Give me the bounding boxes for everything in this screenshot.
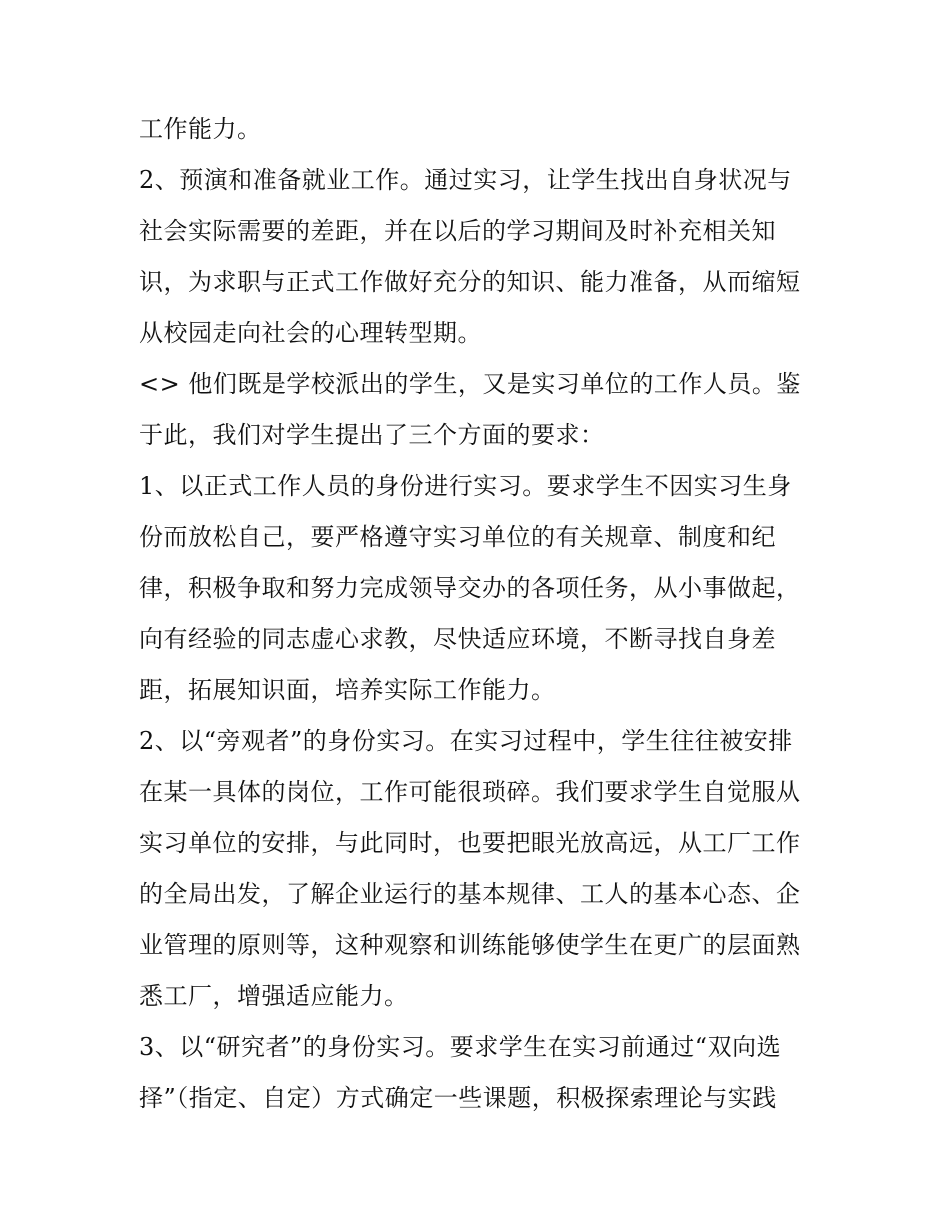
text-line: 向有经验的同志虚心求教，尽快适应环境，不断寻找自身差 [139,625,776,653]
text-line: 份而放松自己，要严格遵守实习单位的有关规章、制度和纪 [139,523,776,551]
text-line: 于此，我们对学生提出了三个方面的要求： [139,421,605,449]
text-line: 2、预演和准备就业工作。通过实习，让学生找出自身状况与 [139,166,792,194]
text-line: 工作能力。 [139,115,262,143]
text-line: 3、以“研究者”的身份实习。要求学生在实习前通过“双向选 [139,1033,782,1061]
text-line: <> 他们既是学校派出的学生，又是实习单位的工作人员。鉴 [139,370,801,398]
text-line: 识，为求职与正式工作做好充分的知识、能力准备，从而缩短 [139,268,801,296]
text-line: 择”（指定、自定）方式确定一些课题，积极探索理论与实践 [139,1084,777,1112]
text-line: 从校园走向社会的心理转型期。 [139,319,482,347]
document-body [139,104,819,1124]
text-line: 悉工厂，增强适应能力。 [139,982,409,1010]
text-line: 实习单位的安排，与此同时，也要把眼光放高远，从工厂工作 [139,829,801,857]
text-line: 距，拓展知识面，培养实际工作能力。 [139,676,556,704]
text-line: 律，积极争取和努力完成领导交办的各项任务，从小事做起， [139,574,801,602]
text-line: 业管理的原则等，这种观察和训练能够使学生在更广的层面熟 [139,931,801,959]
text-line: 在某一具体的岗位，工作可能很琐碎。我们要求学生自觉服从 [139,778,801,806]
text-line: 2、以“旁观者”的身份实习。在实习过程中，学生往往被安排 [139,727,793,755]
text-line: 社会实际需要的差距，并在以后的学习期间及时补充相关知 [139,217,776,245]
text-line: 的全局出发，了解企业运行的基本规律、工人的基本心态、企 [139,880,801,908]
text-line: 1、以正式工作人员的身份进行实习。要求学生不因实习生身 [139,472,792,500]
